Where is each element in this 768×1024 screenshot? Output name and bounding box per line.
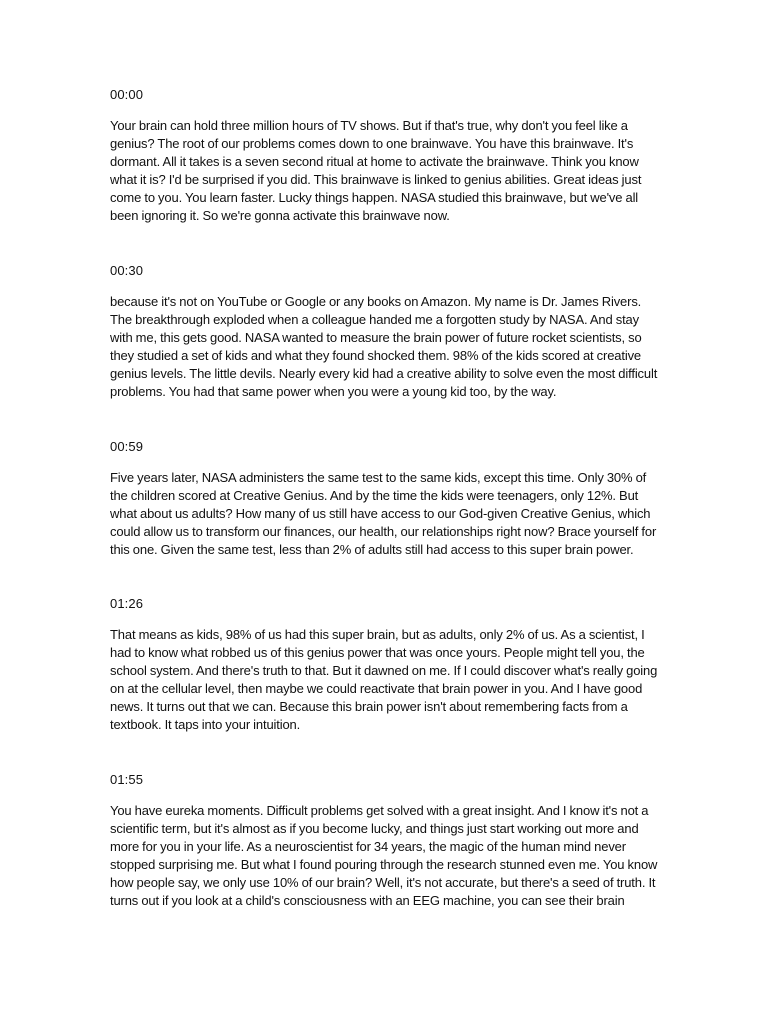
timestamp: 01:26 — [110, 596, 144, 611]
transcript-segment-5 — [110, 771, 662, 910]
transcript-segment-3 — [110, 438, 662, 559]
transcript-paragraph: You have eureka moments. Difficult problems get solved with a great insight. And I know it's not a scientific term, but it's almost as if you become lucky, and things just start working out more and more for you in your life. As a neuroscientist for 34 years, the magic of the human mind never stopped surprising me. But what I found pouring through the research stunned even me. You know how people say, we only use 10% of our brain? Well, it's not accurate, but there's a seed of truth. It turns out if you look at a child's consciousness with an EEG machine, you can see their brain — [110, 803, 658, 908]
timestamp: 00:30 — [110, 263, 144, 278]
timestamp: 01:55 — [110, 772, 144, 787]
transcript-paragraph: Five years later, NASA administers the same test to the same kids, except this time. Only 30% of the children scored at Creative Genius. And by the time the kids were teenagers, only 12%. But what about us adults? How many of us still have access to our God-given Creative Genius, which could allow us to transform our finances, our health, our relationships right now? Brace yourself for this one. Given the same test, less than 2% of adults still had access to this super brain power. — [110, 470, 657, 557]
timestamp: 00:59 — [110, 439, 144, 454]
transcript-paragraph: That means as kids, 98% of us had this super brain, but as adults, only 2% of us. As a scientist, I had to know what robbed us of this genius power that was once yours. People might tell you, the school system. And there's truth to that. But it dawned on me. If I could discover what's really going on at the cellular level, then maybe we could reactivate that brain power in you. And I have good news. It turns out that we can. Because this brain power isn't about remembering facts from a textbook. It taps into your intuition. — [110, 627, 658, 732]
transcript-page — [110, 86, 662, 946]
transcript-segment-1 — [110, 86, 662, 225]
transcript-segment-2 — [110, 262, 662, 401]
timestamp: 00:00 — [110, 87, 144, 102]
transcript-paragraph: Your brain can hold three million hours of TV shows. But if that's true, why don't you feel like a genius? The root of our problems comes down to one brainwave. You have this brainwave. It's dormant. All it takes is a seven second ritual at home to activate the brainwave. Think you know what it is? I'd be surprised if you did. This brainwave is linked to genius abilities. Great ideas just come to you. You learn faster. Lucky things happen. NASA studied this brainwave, but we've all been ignoring it. So we're gonna activate this brainwave now. — [110, 118, 642, 223]
transcript-paragraph: because it's not on YouTube or Google or any books on Amazon. My name is Dr. James Rivers. The breakthrough exploded when a colleague handed me a forgotten study by NASA. And stay with me, this gets good. NASA wanted to measure the brain power of future rocket scientists, so they studied a set of kids and what they found shocked them. 98% of the kids scored at creative genius levels. The little devils. Nearly every kid had a creative ability to solve even the most difficult problems. You had that same power when you were a young kid too, by the way. — [110, 294, 658, 399]
transcript-segment-4 — [110, 595, 662, 734]
